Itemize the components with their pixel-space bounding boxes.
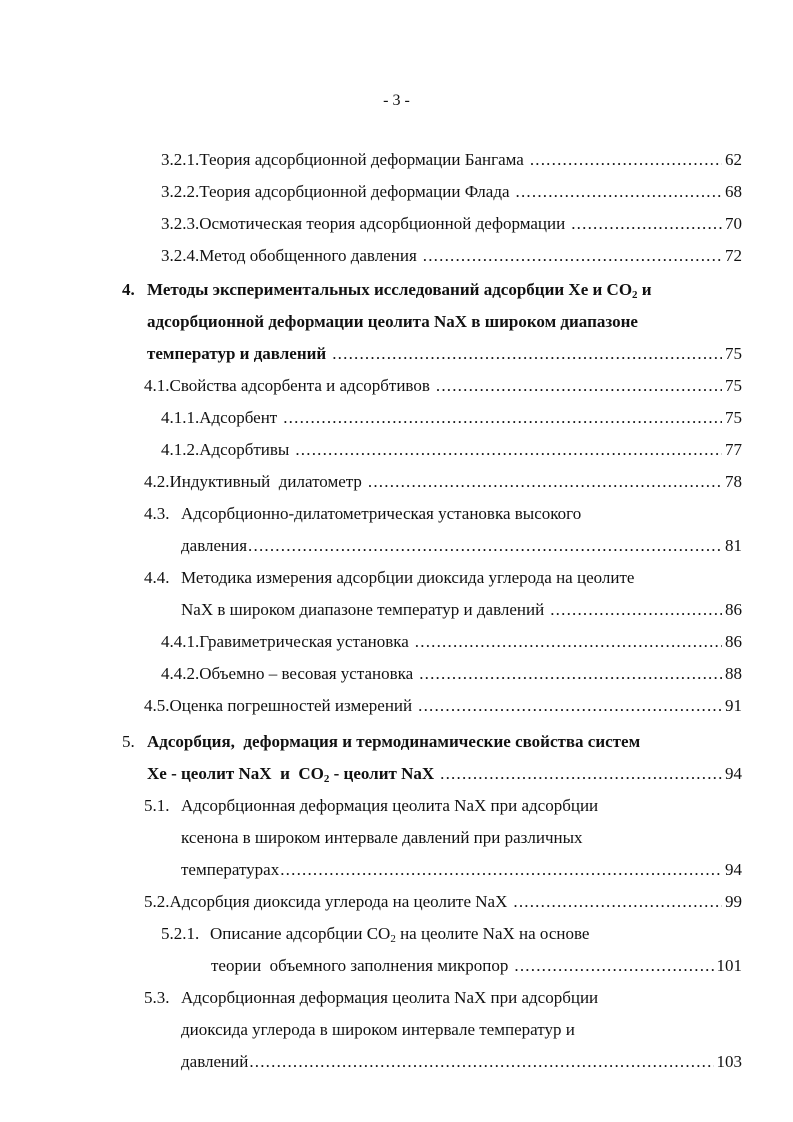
entry-number: 3.2.4. — [161, 246, 200, 265]
entry-page: 94 — [725, 860, 742, 879]
entry-title: Теория адсорбционной деформации Бангама — [199, 150, 524, 169]
toc-entry-4-3-line1[interactable] — [144, 503, 742, 525]
toc-entry-4-3-line2 — [181, 535, 742, 557]
entry-number: 4.1.1. — [161, 408, 200, 427]
entry-page: 77 — [725, 440, 742, 459]
dot-leader — [514, 955, 713, 977]
entry-number: 3.2.3. — [161, 214, 200, 233]
dot-leader — [513, 891, 722, 913]
toc-entry-5-line2 — [147, 763, 742, 785]
dot-leader — [516, 181, 722, 203]
entry-title-line1: Адсорбционная деформация цеолита NaX при адсорбции — [181, 796, 599, 815]
entry-title: Метод обобщенного давления — [199, 246, 417, 265]
toc-entry-4-line1[interactable] — [122, 279, 742, 301]
toc-entry-4-line3 — [147, 343, 742, 365]
dot-leader — [423, 245, 722, 267]
entry-number: 5.2. — [144, 892, 170, 911]
entry-page: 70 — [725, 214, 742, 233]
entry-number: 4.1. — [144, 376, 170, 395]
entry-page: 101 — [716, 956, 742, 975]
entry-number: 4.5. — [144, 696, 170, 715]
entry-title-line1: Адсорбционно-дилатометрическая установка высокого — [181, 504, 582, 523]
dot-leader — [419, 663, 722, 685]
dot-leader — [440, 763, 722, 785]
toc-entry-3-2-2[interactable] — [161, 181, 742, 203]
toc-entry-3-2-1[interactable] — [161, 149, 742, 171]
entry-page: 88 — [725, 664, 742, 683]
entry-title: Адсорбтивы — [199, 440, 290, 459]
entry-number: 3.2.1. — [161, 150, 200, 169]
entry-page: 91 — [725, 696, 742, 715]
entry-number: 4.4.2. — [161, 664, 200, 683]
toc-entry-4-2[interactable] — [144, 471, 742, 493]
toc-entry-4-4-line2 — [181, 599, 742, 621]
toc-entry-4-line2 — [147, 311, 742, 333]
toc-entry-5-3-line1[interactable] — [144, 987, 742, 1009]
toc-entry-4-4-2[interactable] — [161, 663, 742, 685]
entry-title: Оценка погрешностей измерений — [169, 696, 413, 715]
dot-leader — [415, 631, 722, 653]
toc-entry-4-1-1[interactable] — [161, 407, 742, 429]
entry-page: 75 — [725, 376, 742, 395]
entry-title-line3: давлений — [181, 1052, 249, 1071]
toc-entry-5-2[interactable] — [144, 891, 742, 913]
entry-title: Объемно – весовая установка — [199, 664, 414, 683]
toc-entry-5-3-line3 — [181, 1051, 742, 1073]
entry-page: 75 — [725, 344, 742, 363]
dot-leader — [295, 439, 722, 461]
toc-entry-4-1-2[interactable] — [161, 439, 742, 461]
dot-leader — [280, 859, 722, 881]
entry-title-line1: Методы экспериментальных исследований адсорбции Xe и $CO_2$ и — [147, 280, 652, 301]
entry-page: 103 — [716, 1052, 742, 1071]
entry-title-line1: Описание адсорбции $CO_2$ на цеолите NaX на основе — [210, 924, 590, 945]
entry-title: Теория адсорбционной деформации Флада — [199, 182, 510, 201]
dot-leader — [368, 471, 722, 493]
dot-leader — [436, 375, 722, 397]
entry-number: 5. — [122, 732, 135, 751]
entry-number: 3.2.2. — [161, 182, 200, 201]
entry-number: 5.1. — [144, 796, 170, 815]
entry-title: Адсорбция диоксида углерода на цеолите NaX — [169, 892, 508, 911]
dot-leader — [530, 149, 722, 171]
entry-title-line2: Xe - цеолит NaX и $CO_2$ - цеолит NaX — [147, 764, 435, 785]
toc-entry-4-5[interactable] — [144, 695, 742, 717]
toc-entry-5-3-line2 — [181, 1019, 742, 1041]
entry-title-line2: адсорбционной деформации цеолита NaX в широком диапазоне — [147, 312, 638, 331]
toc-entry-3-2-3[interactable] — [161, 213, 742, 235]
toc-entry-5-1-line1[interactable] — [144, 795, 742, 817]
toc-entry-4-4-line1[interactable] — [144, 567, 742, 589]
entry-page: 78 — [725, 472, 742, 491]
entry-number: 5.3. — [144, 988, 170, 1007]
entry-number: 4.1.2. — [161, 440, 200, 459]
entry-page: 81 — [725, 536, 742, 555]
entry-title-line2: ксенона в широком интервале давлений при различных — [181, 828, 583, 847]
entry-title-line3: температур и давлений — [147, 344, 327, 363]
toc-entry-4-1[interactable] — [144, 375, 742, 397]
entry-title: Свойства адсорбента и адсорбтивов — [169, 376, 430, 395]
toc-entry-3-2-4[interactable] — [161, 245, 742, 267]
entry-number: 4. — [122, 280, 135, 299]
entry-title-line2: теории объемного заполнения микропор — [211, 956, 509, 975]
entry-title: Адсорбент — [199, 408, 278, 427]
entry-title-line1: Методика измерения адсорбции диоксида углерода на цеолите — [181, 568, 635, 587]
toc-entry-5-2-1-line2 — [211, 955, 742, 977]
dot-leader — [249, 1051, 713, 1073]
entry-page: 86 — [725, 600, 742, 619]
dot-leader — [418, 695, 722, 717]
entry-number: 5.2.1. — [161, 924, 200, 943]
entry-title-line1: Адсорбция, деформация и термодинамические свойства систем — [147, 732, 641, 751]
entry-title-line1: Адсорбционная деформация цеолита NaX при адсорбции — [181, 988, 599, 1007]
dot-leader — [283, 407, 722, 429]
entry-page: 86 — [725, 632, 742, 651]
entry-number: 4.4. — [144, 568, 170, 587]
dot-leader — [248, 535, 722, 557]
toc-entry-5-1-line2 — [181, 827, 742, 849]
dot-leader — [332, 343, 722, 365]
entry-title: Осмотическая теория адсорбционной деформации — [199, 214, 566, 233]
dot-leader — [550, 599, 722, 621]
entry-page: 72 — [725, 246, 742, 265]
entry-number: 4.3. — [144, 504, 170, 523]
entry-title-line2: диоксида углерода в широком интервале температур и — [181, 1020, 575, 1039]
entry-page: 75 — [725, 408, 742, 427]
entry-title: Гравиметрическая установка — [199, 632, 409, 651]
page-number: - 3 - — [383, 92, 410, 109]
entry-number: 4.4.1. — [161, 632, 200, 651]
entry-page: 68 — [725, 182, 742, 201]
toc-entry-5-line1[interactable] — [122, 731, 742, 753]
toc-entry-5-1-line3 — [181, 859, 742, 881]
entry-page: 62 — [725, 150, 742, 169]
toc-entry-4-4-1[interactable] — [161, 631, 742, 653]
entry-title-line2: NaX в широком диапазоне температур и давлений — [181, 600, 545, 619]
entry-title-line3: температурах — [181, 860, 280, 879]
entry-title-line2: давления — [181, 536, 248, 555]
entry-number: 4.2. — [144, 472, 170, 491]
entry-title: Индуктивный дилатометр — [169, 472, 362, 491]
entry-page: 94 — [725, 764, 742, 783]
entry-page: 99 — [725, 892, 742, 911]
dot-leader — [571, 213, 722, 235]
toc-entry-5-2-1-line1[interactable] — [161, 923, 742, 945]
